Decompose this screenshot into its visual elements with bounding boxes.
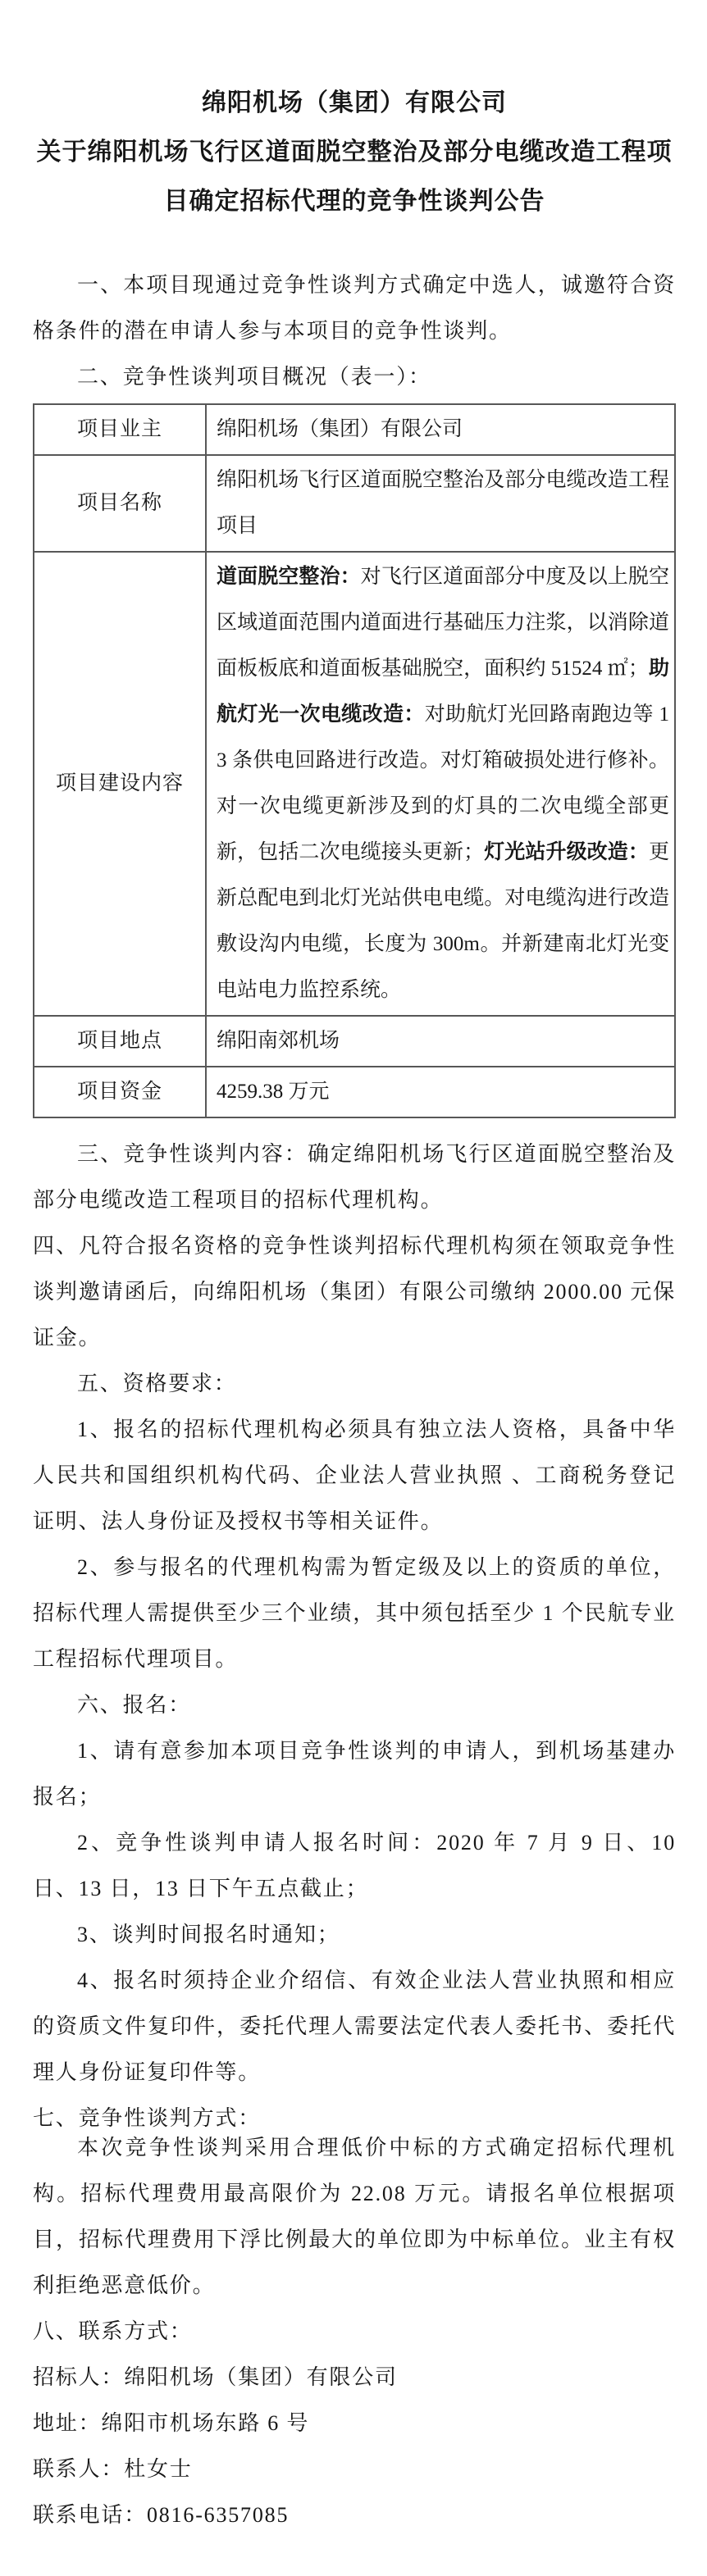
- row-content-cell: 绵阳机场（集团）有限公司: [206, 404, 675, 455]
- project-overview-table: [33, 403, 676, 1118]
- row-content-cell: 绵阳南郊机场: [206, 1016, 675, 1067]
- table-row: [34, 1067, 675, 1117]
- title-line: 绵阳机场（集团）有限公司: [202, 89, 507, 116]
- row-content-cell: 4259.38 万元: [206, 1067, 675, 1117]
- row-label-cell: 项目资金: [34, 1067, 206, 1117]
- paragraph: 八、联系方式：: [33, 2319, 193, 2343]
- paragraph: 七、竞争性谈判方式：: [33, 2106, 262, 2130]
- paragraph: 4、报名时须持企业介绍信、有效企业法人营业执照和相应的资质文件复印件，委托代理人需要法定代表人委托书、委托代理人身份证复印件等。: [33, 1968, 676, 2084]
- paragraph: 招标人：绵阳机场（集团）有限公司: [33, 2365, 398, 2389]
- row-label-cell: 项目业主: [34, 404, 206, 455]
- row-label-cell: 项目地点: [34, 1016, 206, 1067]
- row-label-cell: 项目建设内容: [34, 552, 206, 1016]
- paragraph: 1、请有意参加本项目竞争性谈判的申请人，到机场基建办报名；: [33, 1739, 676, 1809]
- paragraph: 六、报名：: [77, 1693, 192, 1717]
- row-label-cell: 项目名称: [34, 455, 206, 552]
- paragraph: 三、竞争性谈判内容：确定绵阳机场飞行区道面脱空整治及部分电缆改造工程项目的招标代理机构。: [33, 1142, 676, 1212]
- paragraph: 一、本项目现通过竞争性谈判方式确定中选人，诚邀符合资格条件的潜在申请人参与本项目的竞争性谈判。: [33, 273, 676, 343]
- table-row: [34, 552, 675, 1016]
- paragraph: 2、参与报名的代理机构需为暂定级及以上的资质的单位，招标代理人需提供至少三个业绩，其中须包括至少 1 个民航专业工程招标代理项目。: [33, 1555, 676, 1671]
- paragraph: 联系电话：0816-6357085: [33, 2503, 290, 2527]
- row-content-cell: 绵阳机场飞行区道面脱空整治及部分电缆改造工程项目: [206, 455, 675, 552]
- paragraph: 五、资格要求：: [77, 1372, 237, 1395]
- project-overview-table-body: [34, 404, 675, 1117]
- title-line: 关于绵阳机场飞行区道面脱空整治及部分电缆改造工程项: [36, 139, 673, 166]
- paragraph: 2、竞争性谈判申请人报名时间：2020 年 7 月 9 日、10 日、13 日，13 日下午五点截止；: [33, 1831, 676, 1900]
- table-row: [34, 404, 675, 455]
- body-section: [33, 1131, 676, 2538]
- paragraph: 地址：绵阳市机场东路 6 号: [33, 2411, 310, 2435]
- document-title: [33, 79, 676, 226]
- table-row: [34, 455, 675, 552]
- paragraph: 3、谈判时间报名时通知；: [77, 1923, 340, 1946]
- paragraph: 1、报名的招标代理机构必须具有独立法人资格，具备中华人民共和国组织机构代码、企业法人营业执照 、工商税务登记证明、法人身份证及授权书等相关证件。: [33, 1418, 676, 1533]
- paragraph: 四、凡符合报名资格的竞争性谈判招标代理机构须在领取竞争性谈判邀请函后，向绵阳机场（集团）有限公司缴纳 2000.00 元保证金。: [33, 1234, 676, 1349]
- row-content-cell: 道面脱空整治：对飞行区道面部分中度及以上脱空区域道面范围内道面进行基础压力注浆，以消除道面板板底和道面板基础脱空，面积约 51524 ㎡；助航灯光一次电缆改造：对助航灯光回路南跑边等 13 条供电回路进行改造。对灯箱破损处进行修补。对一次电缆更新涉及到的灯具的二次电缆全部更新，包括二次电缆接头更新；灯光站升级改造：更新总配电到北灯光站供电电缆。对电缆沟进行改造敷设沟内电缆，长度为 300m。并新建南北灯光变电站电力监控系统。: [206, 552, 675, 1016]
- paragraph: 联系人：杜女士: [33, 2457, 193, 2481]
- title-line: 目确定招标代理的竞争性谈判公告: [163, 188, 545, 215]
- paragraph: 本次竞争性谈判采用合理低价中标的方式确定招标代理机构。招标代理费用最高限价为 22.08 万元。请报名单位根据项目，招标代理费用下浮比例最大的单位即为中标单位。业主有权利拒绝恶意低价。: [33, 2136, 676, 2297]
- paragraph: 二、竞争性谈判项目概况（表一）：: [77, 365, 431, 389]
- intro-section: [33, 262, 676, 400]
- table-row: [34, 1016, 675, 1067]
